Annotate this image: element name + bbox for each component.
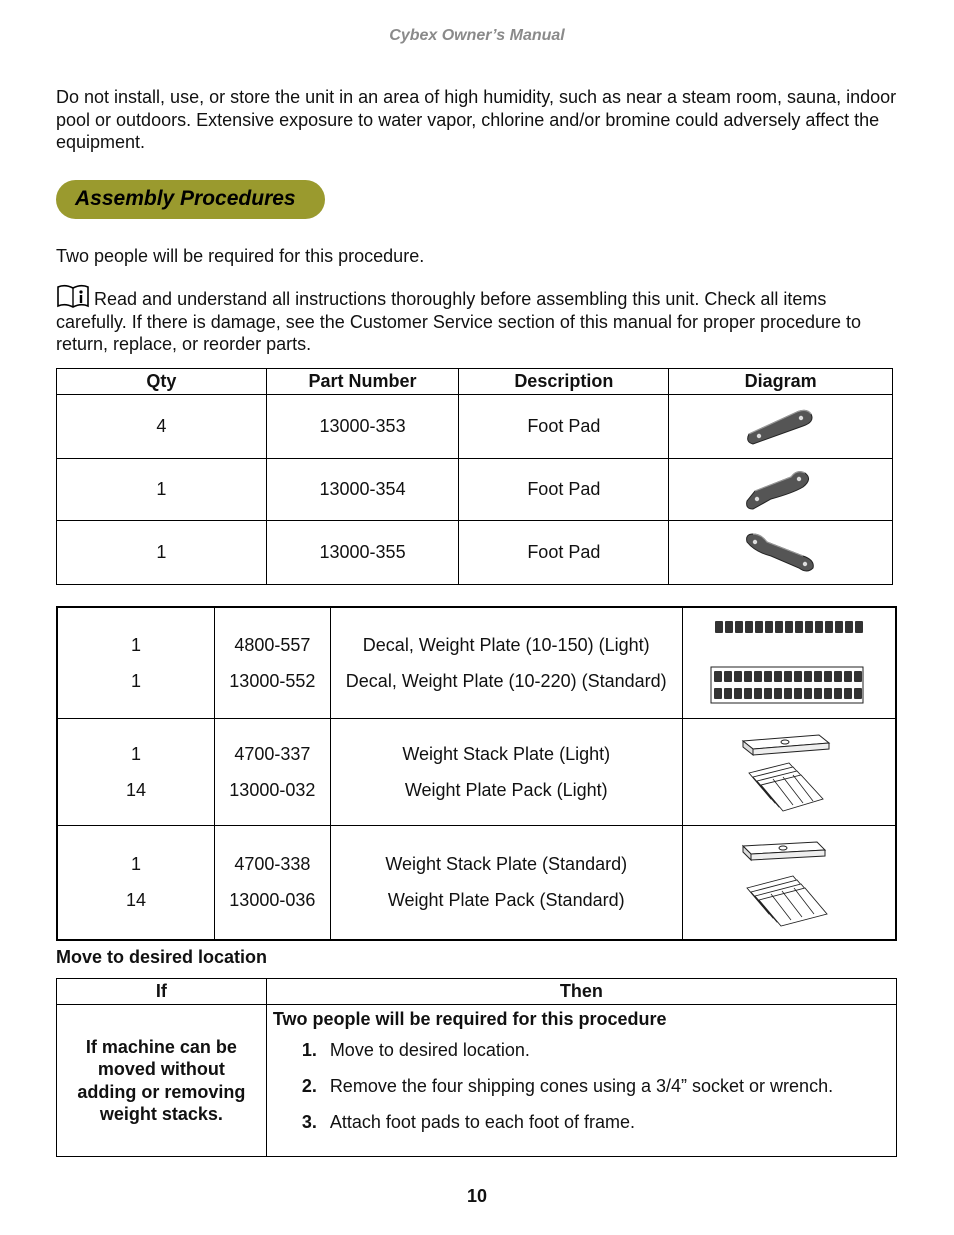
step-number: 2. [301,1076,317,1096]
qty-cell: 4 [57,395,267,459]
document-header: Cybex Owner’s Manual [389,27,565,44]
header-then: Then [266,979,896,1005]
description-cell: Foot Pad [459,521,669,585]
table-row [57,1005,897,1157]
read-note-text: Read and understand all instructions thoroughly before assembling this unit. Check all items carefully. If there is damage, see the Customer Service section of this manual for proper procedure to return, replace, or reorder parts. [56,289,862,354]
step-number: 1. [301,1040,317,1060]
then-cell [266,1005,896,1157]
diagram-cell [669,521,893,585]
qty-cell: 1 14 [57,718,214,825]
manual-book-icon [56,284,90,308]
parts-table-header [57,369,893,395]
move-table-header [57,979,897,1005]
qty-cell: 1 14 [57,825,214,940]
then-title: Two people will be required for this procedure [272,1009,667,1029]
part-number-cell: 13000-354 [266,459,459,521]
read-instructions-note [56,284,901,356]
condition-cell: If machine can be moved without adding or removing weight stacks. [57,1005,267,1157]
foot-pad-icon [741,528,821,578]
step-text: Attach foot pads to each foot of frame. [329,1112,635,1132]
section-title-pill: Assembly Procedures [56,180,325,219]
weight-plate-icon [739,834,839,930]
table-row [57,718,896,825]
weight-plate-icon [739,727,839,817]
part-number-cell: 13000-355 [266,521,459,585]
people-note: Two people will be required for this procedure. [56,246,425,266]
description-cell: Foot Pad [459,459,669,521]
step-item [273,1075,890,1097]
foot-pad-icon [741,465,821,515]
diagram-cell [669,459,893,521]
step-number: 3. [301,1112,317,1132]
table-row [57,607,896,718]
qty-cell: 1 [57,459,267,521]
part-number-cell: 4700-337 13000-032 [214,718,330,825]
move-section-title: Move to desired location [56,947,268,967]
description-cell: Weight Stack Plate (Standard) Weight Plate Pack (Standard) [330,825,682,940]
move-table [56,978,897,1157]
weights-table [56,606,897,941]
header-if: If [57,979,267,1005]
diagram-cell [682,825,896,940]
qty-cell: 1 [57,521,267,585]
foot-pad-icon [741,402,821,452]
part-number-cell: 4700-338 13000-036 [214,825,330,940]
part-number-cell: 13000-353 [266,395,459,459]
part-number-cell: 4800-557 13000-552 [214,607,330,718]
header-qty: Qty [57,369,267,395]
table-row [57,459,893,521]
diagram-cell [682,718,896,825]
diagram-cell [669,395,893,459]
header-diagram: Diagram [669,369,893,395]
step-item [273,1111,890,1133]
step-text: Remove the four shipping cones using a 3/4” socket or wrench. [329,1076,834,1096]
table-row [57,521,893,585]
table-row [57,825,896,940]
step-item [273,1039,890,1061]
qty-cell: 1 1 [57,607,214,718]
humidity-warning: Do not install, use, or store the unit in an area of high humidity, such as near a steam room, sauna, indoor pool or outdoors. Extensive exposure to water vapor, chlorine and/or bromine could adversely affect the equipment. [56,87,897,152]
description-cell: Decal, Weight Plate (10-150) (Light) Decal, Weight Plate (10-220) (Standard) [330,607,682,718]
table-row [57,395,893,459]
header-part-number: Part Number [266,369,459,395]
page-number: 10 [466,1186,488,1206]
step-text: Move to desired location. [329,1040,530,1060]
parts-table [56,368,893,585]
diagram-cell [682,607,896,718]
description-cell: Weight Stack Plate (Light) Weight Plate Pack (Light) [330,718,682,825]
decal-strip-icon [709,615,869,711]
description-cell: Foot Pad [459,395,669,459]
header-description: Description [459,369,669,395]
